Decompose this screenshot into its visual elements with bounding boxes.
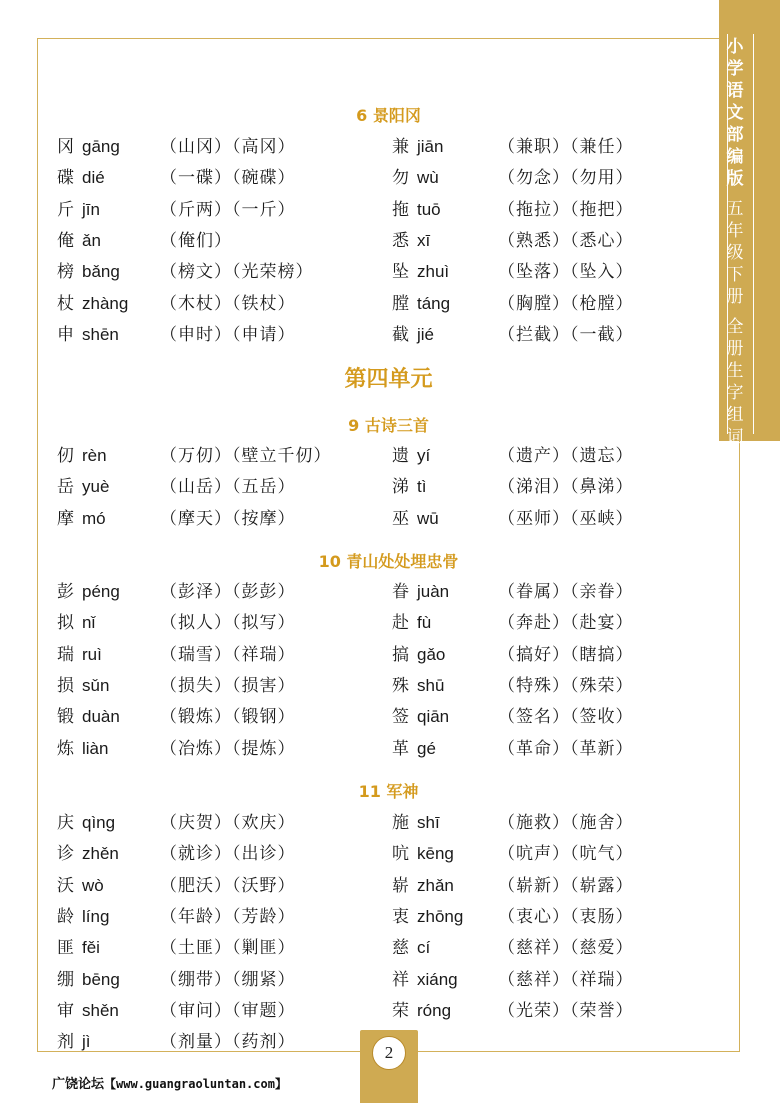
vocab-character: 庆: [57, 813, 74, 833]
vocab-pinyin: shī: [417, 813, 440, 832]
page-border: [37, 38, 740, 1052]
vocab-row: [57, 905, 296, 929]
side-char: 册: [726, 339, 744, 359]
vocab-pinyin: gāng: [82, 137, 120, 156]
vocab-row: [392, 292, 634, 316]
vocab-pinyin: zhàng: [82, 293, 129, 313]
vocab-row: [392, 166, 634, 190]
vocab-pinyin: juàn: [417, 582, 450, 601]
vocab-words: （拦截）（一截）: [498, 324, 634, 345]
vocab-words: （搞好）（瞎搞）: [498, 644, 634, 665]
vocab-character: 俺: [57, 230, 74, 251]
vocab-row: [57, 323, 296, 347]
vocab-words: （特殊）（殊荣）: [498, 675, 634, 696]
vocab-pinyin: cí: [417, 938, 431, 958]
vocab-row: [392, 507, 634, 531]
vocab-words: （绷带）（绷紧）: [160, 969, 296, 990]
vocab-row: [57, 611, 296, 635]
vocab-row: [57, 643, 296, 667]
vocab-character: 剂: [57, 1032, 74, 1053]
vocab-character: 瑞: [57, 644, 74, 665]
vocab-pinyin: jì: [82, 1032, 91, 1052]
vocab-words: （慈祥）（慈爱）: [498, 938, 634, 959]
vocab-character: 祥: [392, 969, 409, 990]
vocab-pinyin: rèn: [82, 446, 107, 465]
vocab-row: [392, 135, 634, 159]
vocab-words: （冶炼）（提炼）: [160, 738, 296, 759]
vocab-pinyin: qìng: [82, 813, 116, 832]
vocab-row: [392, 737, 634, 761]
vocab-character: 膛: [392, 293, 409, 314]
vocab-row: [392, 229, 634, 253]
vocab-pinyin: líng: [82, 906, 110, 926]
vocab-row: [57, 260, 314, 284]
vocab-row: [57, 737, 296, 761]
side-char: 年: [726, 221, 744, 241]
vocab-pinyin: bǎng: [82, 262, 120, 282]
vocab-row: [57, 580, 296, 604]
vocab-words: （万仞）（壁立千仞）: [160, 446, 332, 466]
vocab-words: （山冈）（高冈）: [160, 137, 296, 157]
vocab-row: [57, 507, 296, 531]
vocab-character: 勿: [392, 168, 409, 189]
vocab-words: （土匪）（剿匪）: [160, 938, 296, 959]
vocab-words: （审问）（审题）: [160, 1000, 296, 1021]
vocab-character: 崭: [392, 875, 409, 896]
vocab-words: （巫师）（巫峡）: [498, 508, 634, 529]
vocab-pinyin: xī: [417, 230, 431, 250]
vocab-character: 诊: [57, 844, 74, 865]
vocab-pinyin: jiān: [417, 137, 444, 156]
vocab-words: （熟悉）（悉心）: [498, 230, 634, 251]
vocab-row: [57, 292, 296, 316]
vocab-character: 慈: [392, 938, 409, 959]
vocab-row: [392, 936, 634, 960]
vocab-words: （遗产）（遗忘）: [498, 446, 634, 466]
vocab-character: 彭: [57, 582, 74, 602]
vocab-words: （施救）（施舍）: [498, 813, 634, 833]
vocab-pinyin: xiáng: [417, 969, 458, 989]
vocab-character: 炼: [57, 738, 74, 759]
vocab-row: [392, 643, 634, 667]
vocab-row: [392, 198, 634, 222]
vocab-pinyin: tuō: [417, 199, 441, 219]
vocab-words: （瑞雪）（祥瑞）: [160, 644, 296, 665]
vocab-row: [392, 674, 634, 698]
vocab-words: （一碟）（碗碟）: [160, 168, 296, 189]
vocab-character: 悉: [392, 230, 409, 251]
vocab-row: [57, 674, 296, 698]
side-char: 下: [726, 265, 744, 285]
vocab-row: [392, 260, 634, 284]
vocab-pinyin: liàn: [82, 738, 109, 758]
vocab-pinyin: yuè: [82, 477, 110, 497]
vocab-pinyin: shěn: [82, 1000, 119, 1020]
vocab-words: （庆贺）（欢庆）: [160, 813, 296, 833]
vocab-words: （慈祥）（祥瑞）: [498, 969, 634, 990]
side-char: 版: [726, 169, 744, 189]
vocab-character: 仞: [57, 446, 74, 466]
vocab-row: [57, 135, 296, 159]
vocab-character: 殊: [392, 675, 409, 696]
vocab-pinyin: shū: [417, 675, 445, 695]
side-char: 五: [726, 199, 744, 219]
vocab-words: （损失）（损害）: [160, 675, 296, 696]
footer-site-url: 【www.guangraoluntan.com】: [104, 1077, 287, 1091]
vocab-character: 衷: [392, 906, 409, 927]
vocab-row: [57, 811, 296, 835]
vocab-pinyin: fěi: [82, 938, 100, 958]
vocab-words: （年龄）（芳龄）: [160, 906, 296, 927]
vocab-words: （涕泪）（鼻涕）: [498, 477, 634, 498]
vocab-pinyin: sǔn: [82, 675, 110, 695]
vocab-row: [57, 198, 296, 222]
vocab-pinyin: zhōng: [417, 906, 464, 926]
vocab-character: 巫: [392, 508, 409, 529]
vocab-row: [57, 229, 232, 253]
vocab-pinyin: bēng: [82, 969, 120, 989]
side-char: 生: [726, 361, 744, 381]
vocab-words: （肥沃）（沃野）: [160, 875, 296, 896]
vocab-pinyin: nǐ: [82, 613, 96, 633]
vocab-words: （榜文）（光荣榜）: [160, 262, 314, 283]
vocab-words: （革命）（革新）: [498, 738, 634, 759]
vocab-pinyin: qiān: [417, 707, 450, 727]
vocab-character: 赴: [392, 613, 409, 634]
unit-title: 第四单元: [344, 367, 433, 392]
side-char: 学: [726, 59, 744, 79]
vocab-words: （吭声）（吭气）: [498, 844, 634, 865]
side-char: 全: [726, 317, 744, 337]
vocab-words: （剂量）（药剂）: [160, 1032, 296, 1053]
vocab-words: （俺们）: [160, 230, 232, 251]
vocab-row: [392, 444, 634, 468]
vocab-row: [57, 166, 296, 190]
vocab-row: [57, 1030, 296, 1054]
vocab-pinyin: jīn: [82, 199, 100, 219]
vocab-words: （奔赴）（赴宴）: [498, 613, 634, 634]
vocab-row: [57, 968, 296, 992]
vocab-words: （坠落）（坠入）: [498, 262, 634, 283]
vocab-row: [392, 905, 634, 929]
vocab-character: 损: [57, 675, 74, 696]
vocab-character: 岳: [57, 477, 74, 498]
vocab-row: [57, 475, 296, 499]
vocab-pinyin: jié: [417, 324, 435, 344]
vocab-pinyin: dié: [82, 168, 105, 188]
vocab-row: [57, 842, 296, 866]
footer-site: [52, 1073, 287, 1092]
vocab-words: （斤两）（一斤）: [160, 199, 296, 220]
vocab-words: （彭泽）（彭彭）: [160, 582, 296, 602]
side-char: 编: [726, 147, 744, 167]
vocab-words: （拖拉）（拖把）: [498, 199, 634, 220]
vocab-words: （眷属）（亲眷）: [498, 582, 634, 602]
vocab-pinyin: fù: [417, 613, 432, 633]
vocab-pinyin: zhěn: [82, 844, 119, 864]
vocab-character: 绷: [57, 969, 74, 990]
vocab-character: 荣: [392, 1000, 409, 1021]
vocab-pinyin: péng: [82, 582, 120, 601]
side-char: 小: [726, 37, 744, 57]
vocab-character: 锻: [57, 707, 74, 728]
vocab-row: [392, 842, 634, 866]
vocab-row: [57, 444, 332, 468]
vocab-words: （胸膛）（枪膛）: [498, 293, 634, 314]
vocab-character: 签: [392, 707, 409, 728]
vocab-character: 兼: [392, 137, 409, 157]
section-title-10: 10 青山处处埋忠骨: [318, 552, 459, 571]
vocab-row: [57, 999, 296, 1023]
side-char: 级: [726, 243, 744, 263]
side-char: 语: [726, 81, 744, 101]
side-char: 组: [726, 405, 744, 425]
vocab-character: 榜: [57, 262, 74, 283]
vocab-pinyin: wù: [417, 168, 439, 188]
vocab-words: （兼职）（兼任）: [498, 137, 634, 157]
vocab-character: 吭: [392, 844, 409, 865]
vocab-row: [57, 936, 296, 960]
vocab-character: 审: [57, 1000, 74, 1021]
vocab-row: [392, 611, 634, 635]
vocab-pinyin: gé: [417, 738, 436, 758]
vocab-character: 申: [57, 324, 74, 345]
vocab-pinyin: kēng: [417, 844, 454, 864]
vocab-row: [392, 968, 634, 992]
vocab-row: [392, 705, 634, 729]
vocab-pinyin: ǎn: [82, 230, 101, 250]
vocab-pinyin: wò: [82, 875, 104, 895]
vocab-words: （光荣）（荣誉）: [498, 1000, 634, 1021]
vocab-words: （拟人）（拟写）: [160, 613, 296, 634]
vocab-character: 涕: [392, 477, 409, 498]
vocab-character: 碟: [57, 168, 74, 189]
vocab-words: （衷心）（衷肠）: [498, 906, 634, 927]
footer-site-name: 广饶论坛: [52, 1077, 105, 1092]
vocab-character: 龄: [57, 906, 74, 927]
vocab-character: 截: [392, 324, 409, 345]
vocab-pinyin: wū: [417, 508, 439, 528]
vocab-pinyin: shēn: [82, 324, 119, 344]
vocab-row: [57, 705, 296, 729]
vocab-character: 杖: [57, 293, 74, 314]
side-char: 文: [726, 103, 744, 123]
vocab-pinyin: yí: [417, 446, 431, 465]
vocab-character: 眷: [392, 582, 409, 602]
vocab-row: [57, 874, 296, 898]
vocab-row: [392, 323, 634, 347]
vocab-pinyin: táng: [417, 293, 451, 313]
vocab-pinyin: ruì: [82, 644, 102, 664]
vocab-words: （木杖）（铁杖）: [160, 293, 296, 314]
vocab-row: [392, 580, 634, 604]
page-number: 2: [372, 1036, 406, 1070]
section-title-9: 9 古诗三首: [348, 416, 429, 435]
vocab-character: 坠: [392, 262, 409, 283]
vocab-row: [392, 999, 634, 1023]
vocab-character: 施: [392, 813, 409, 833]
vocab-character: 搞: [392, 644, 409, 665]
vocab-words: （摩天）（按摩）: [160, 508, 296, 529]
vocab-character: 冈: [57, 137, 74, 157]
vocab-row: [392, 874, 634, 898]
vocab-character: 斤: [57, 199, 74, 220]
side-char: 字: [726, 383, 744, 403]
side-char: 册: [726, 287, 744, 307]
vocab-row: [392, 475, 634, 499]
vocab-character: 沃: [57, 875, 74, 896]
vocab-character: 拟: [57, 613, 74, 634]
vocab-words: （勿念）（勿用）: [498, 168, 634, 189]
section-title-11: 11 军神: [358, 782, 419, 801]
vocab-words: （崭新）（崭露）: [498, 875, 634, 896]
section-title-6: 6 景阳冈: [356, 106, 421, 125]
vocab-character: 革: [392, 738, 409, 759]
vocab-words: （签名）（签收）: [498, 707, 634, 728]
vocab-pinyin: zhuì: [417, 262, 450, 282]
vocab-words: （山岳）（五岳）: [160, 477, 296, 498]
vocab-character: 拖: [392, 199, 409, 220]
vocab-character: 遗: [392, 446, 409, 466]
side-char: 词: [726, 427, 744, 447]
vocab-pinyin: tì: [417, 477, 427, 497]
vocab-words: （就诊）（出诊）: [160, 844, 296, 865]
vocab-pinyin: zhǎn: [417, 875, 454, 895]
vocab-character: 匪: [57, 938, 74, 959]
vocab-pinyin: gǎo: [417, 644, 446, 664]
vocab-character: 摩: [57, 508, 74, 529]
vocab-row: [392, 811, 634, 835]
vocab-pinyin: mó: [82, 508, 106, 528]
vocab-pinyin: duàn: [82, 707, 120, 727]
vocab-pinyin: róng: [417, 1000, 452, 1020]
side-char: 部: [726, 125, 744, 145]
vocab-words: （申时）（申请）: [160, 324, 296, 345]
vocab-words: （锻炼）（锻钢）: [160, 707, 296, 728]
